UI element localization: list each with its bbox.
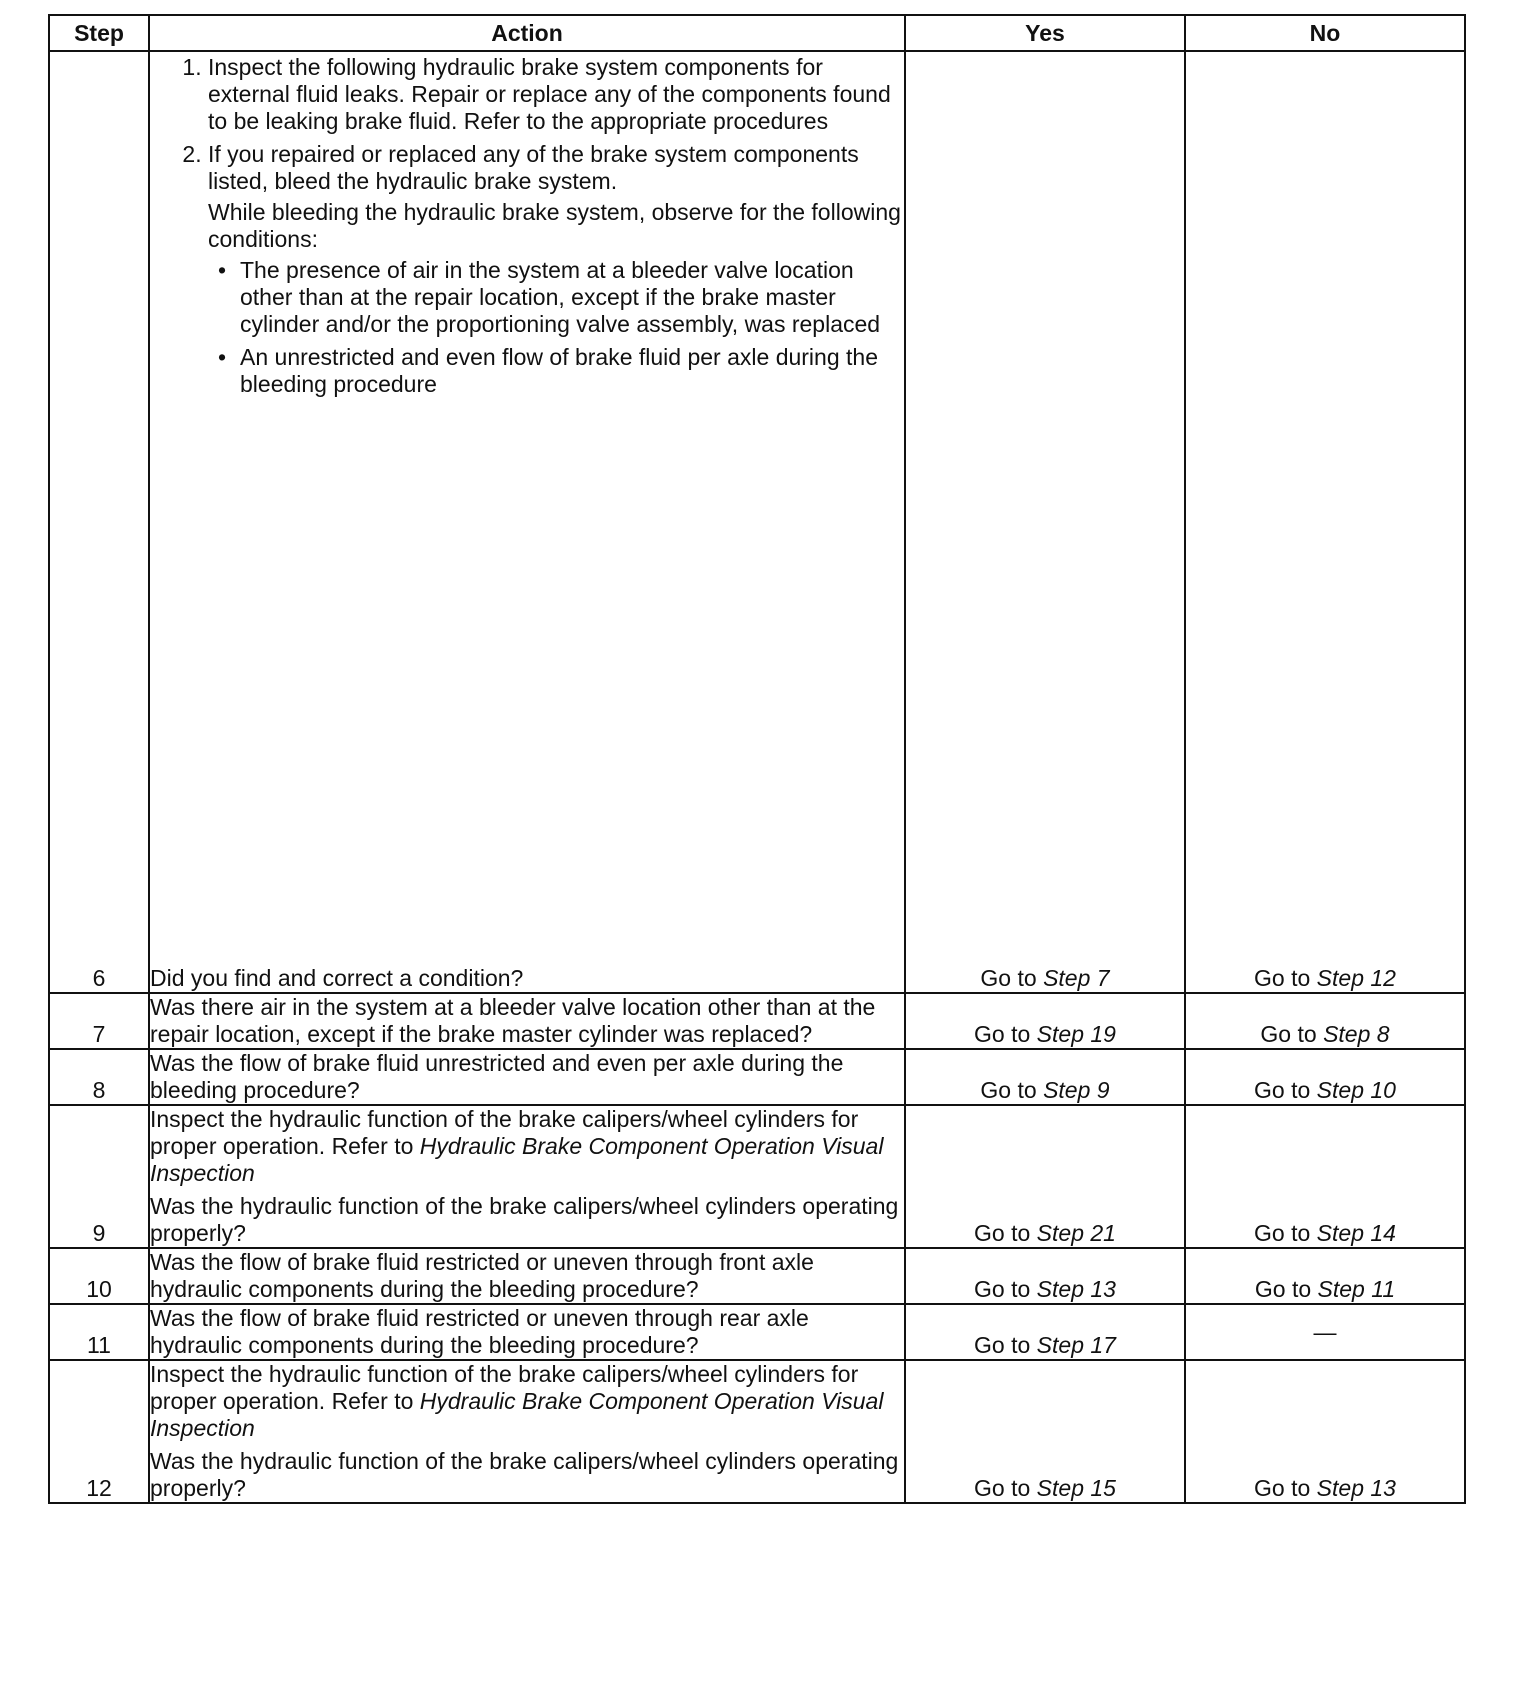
no-cell <box>1185 1049 1465 1105</box>
no-prefix: Go to <box>1254 1220 1317 1246</box>
yes-step-link[interactable]: Step 15 <box>1036 1475 1116 1501</box>
yes-prefix: Go to <box>974 1276 1037 1302</box>
header-yes: Yes <box>905 15 1185 51</box>
header-row <box>49 15 1465 51</box>
step-number: 9 <box>49 1105 149 1248</box>
yes-step-link[interactable]: Step 17 <box>1036 1332 1116 1358</box>
no-cell <box>1185 1360 1465 1503</box>
yes-step-link[interactable]: Step 21 <box>1036 1220 1116 1246</box>
action-question: Was the flow of brake fluid restricted or uneven through front axle hydraulic components during the bleeding procedure? <box>149 1248 905 1304</box>
action-step-item: 1. Inspect the following hydraulic brake system components for external fluid leaks. Repair or replace any of the components found to be leaking brake fluid. Refer to the appropriate procedures <box>208 54 904 135</box>
no-step-link[interactable]: Step 10 <box>1316 1077 1396 1103</box>
yes-step-link[interactable]: Step 19 <box>1036 1021 1116 1047</box>
step-number: 6 <box>49 51 149 993</box>
step-number: 7 <box>49 993 149 1049</box>
table-row <box>49 1049 1465 1105</box>
yes-cell <box>905 51 1185 993</box>
yes-cell <box>905 1105 1185 1248</box>
header-no: No <box>1185 15 1465 51</box>
no-cell <box>1185 1304 1465 1360</box>
action-cell <box>149 1360 905 1503</box>
action-question: Was there air in the system at a bleeder valve location other than at the repair location, except if the brake master cylinder was replaced? <box>149 993 905 1049</box>
no-dash: — <box>1313 1318 1337 1345</box>
action-cell <box>149 51 905 993</box>
table-row <box>49 1105 1465 1248</box>
step-number: 10 <box>49 1248 149 1304</box>
header-step: Step <box>49 15 149 51</box>
yes-cell <box>905 1360 1185 1503</box>
action-step-text: If you repaired or replaced any of the brake system components listed, bleed the hydraulic brake system. <box>208 141 859 194</box>
instruction-reference-link[interactable]: Hydraulic Brake Component Operation Visual Inspection <box>150 1133 884 1186</box>
table-row <box>49 1248 1465 1304</box>
step-number: 12 <box>49 1360 149 1503</box>
no-prefix: Go to <box>1254 1475 1317 1501</box>
yes-cell <box>905 1049 1185 1105</box>
action-steps <box>150 54 904 398</box>
no-step-link[interactable]: Step 13 <box>1316 1475 1396 1501</box>
action-question: Was the hydraulic function of the brake calipers/wheel cylinders operating properly? <box>150 1448 899 1501</box>
diagnostic-table <box>48 14 1466 1504</box>
action-question: Was the hydraulic function of the brake calipers/wheel cylinders operating properly? <box>150 1193 899 1246</box>
condition-list <box>208 257 904 398</box>
no-prefix: Go to <box>1260 1021 1324 1047</box>
condition-item: • The presence of air in the system at a bleeder valve location other than at the repair location, except if the brake master cylinder and/or the proportioning valve assembly, was replaced <box>240 257 904 338</box>
instruction-reference-link[interactable]: Hydraulic Brake Component Operation Visual Inspection <box>150 1388 884 1441</box>
condition-item: • An unrestricted and even flow of brake fluid per axle during the bleeding procedure <box>240 344 904 398</box>
action-step-item <box>208 141 904 398</box>
action-question: Was the flow of brake fluid unrestricted and even per axle during the bleeding procedure? <box>149 1049 905 1105</box>
yes-prefix: Go to <box>974 1475 1037 1501</box>
step-number: 11 <box>49 1304 149 1360</box>
table-row <box>49 1360 1465 1503</box>
no-prefix: Go to <box>1254 1077 1317 1103</box>
yes-prefix: Go to <box>980 1077 1044 1103</box>
table-row <box>49 51 1465 993</box>
yes-prefix: Go to <box>974 1220 1037 1246</box>
table-row <box>49 993 1465 1049</box>
no-step-link[interactable]: Step 14 <box>1316 1220 1396 1246</box>
no-step-link[interactable]: Step 12 <box>1316 965 1396 991</box>
no-cell <box>1185 993 1465 1049</box>
yes-prefix: Go to <box>974 1332 1037 1358</box>
no-step-link[interactable]: Step 8 <box>1323 1021 1390 1047</box>
yes-step-link[interactable]: Step 7 <box>1043 965 1110 991</box>
yes-step-link[interactable]: Step 9 <box>1043 1077 1110 1103</box>
no-prefix: Go to <box>1254 965 1317 991</box>
no-cell <box>1185 1248 1465 1304</box>
action-instruction <box>150 1361 904 1442</box>
no-step-link[interactable]: Step 11 <box>1317 1276 1396 1302</box>
yes-prefix: Go to <box>974 1021 1037 1047</box>
instruction-text: Inspect the hydraulic function of the brake calipers/wheel cylinders for proper operation. Refer to <box>150 1361 859 1414</box>
action-note: While bleeding the hydraulic brake system, observe for the following conditions: <box>208 199 901 252</box>
yes-cell <box>905 1248 1185 1304</box>
action-question: Was the flow of brake fluid restricted or uneven through rear axle hydraulic components during the bleeding procedure? <box>149 1304 905 1360</box>
yes-cell <box>905 1304 1185 1360</box>
yes-step-link[interactable]: Step 13 <box>1036 1276 1116 1302</box>
no-prefix: Go to <box>1254 1276 1318 1302</box>
no-cell <box>1185 51 1465 993</box>
yes-cell <box>905 993 1185 1049</box>
no-cell <box>1185 1105 1465 1248</box>
instruction-text: Inspect the hydraulic function of the brake calipers/wheel cylinders for proper operation. Refer to <box>150 1106 859 1159</box>
action-instruction <box>150 1106 904 1187</box>
step-number: 8 <box>49 1049 149 1105</box>
action-question: Did you find and correct a condition? <box>150 965 524 991</box>
action-cell <box>149 1105 905 1248</box>
header-action: Action <box>149 15 905 51</box>
table-row <box>49 1304 1465 1360</box>
yes-prefix: Go to <box>980 965 1044 991</box>
